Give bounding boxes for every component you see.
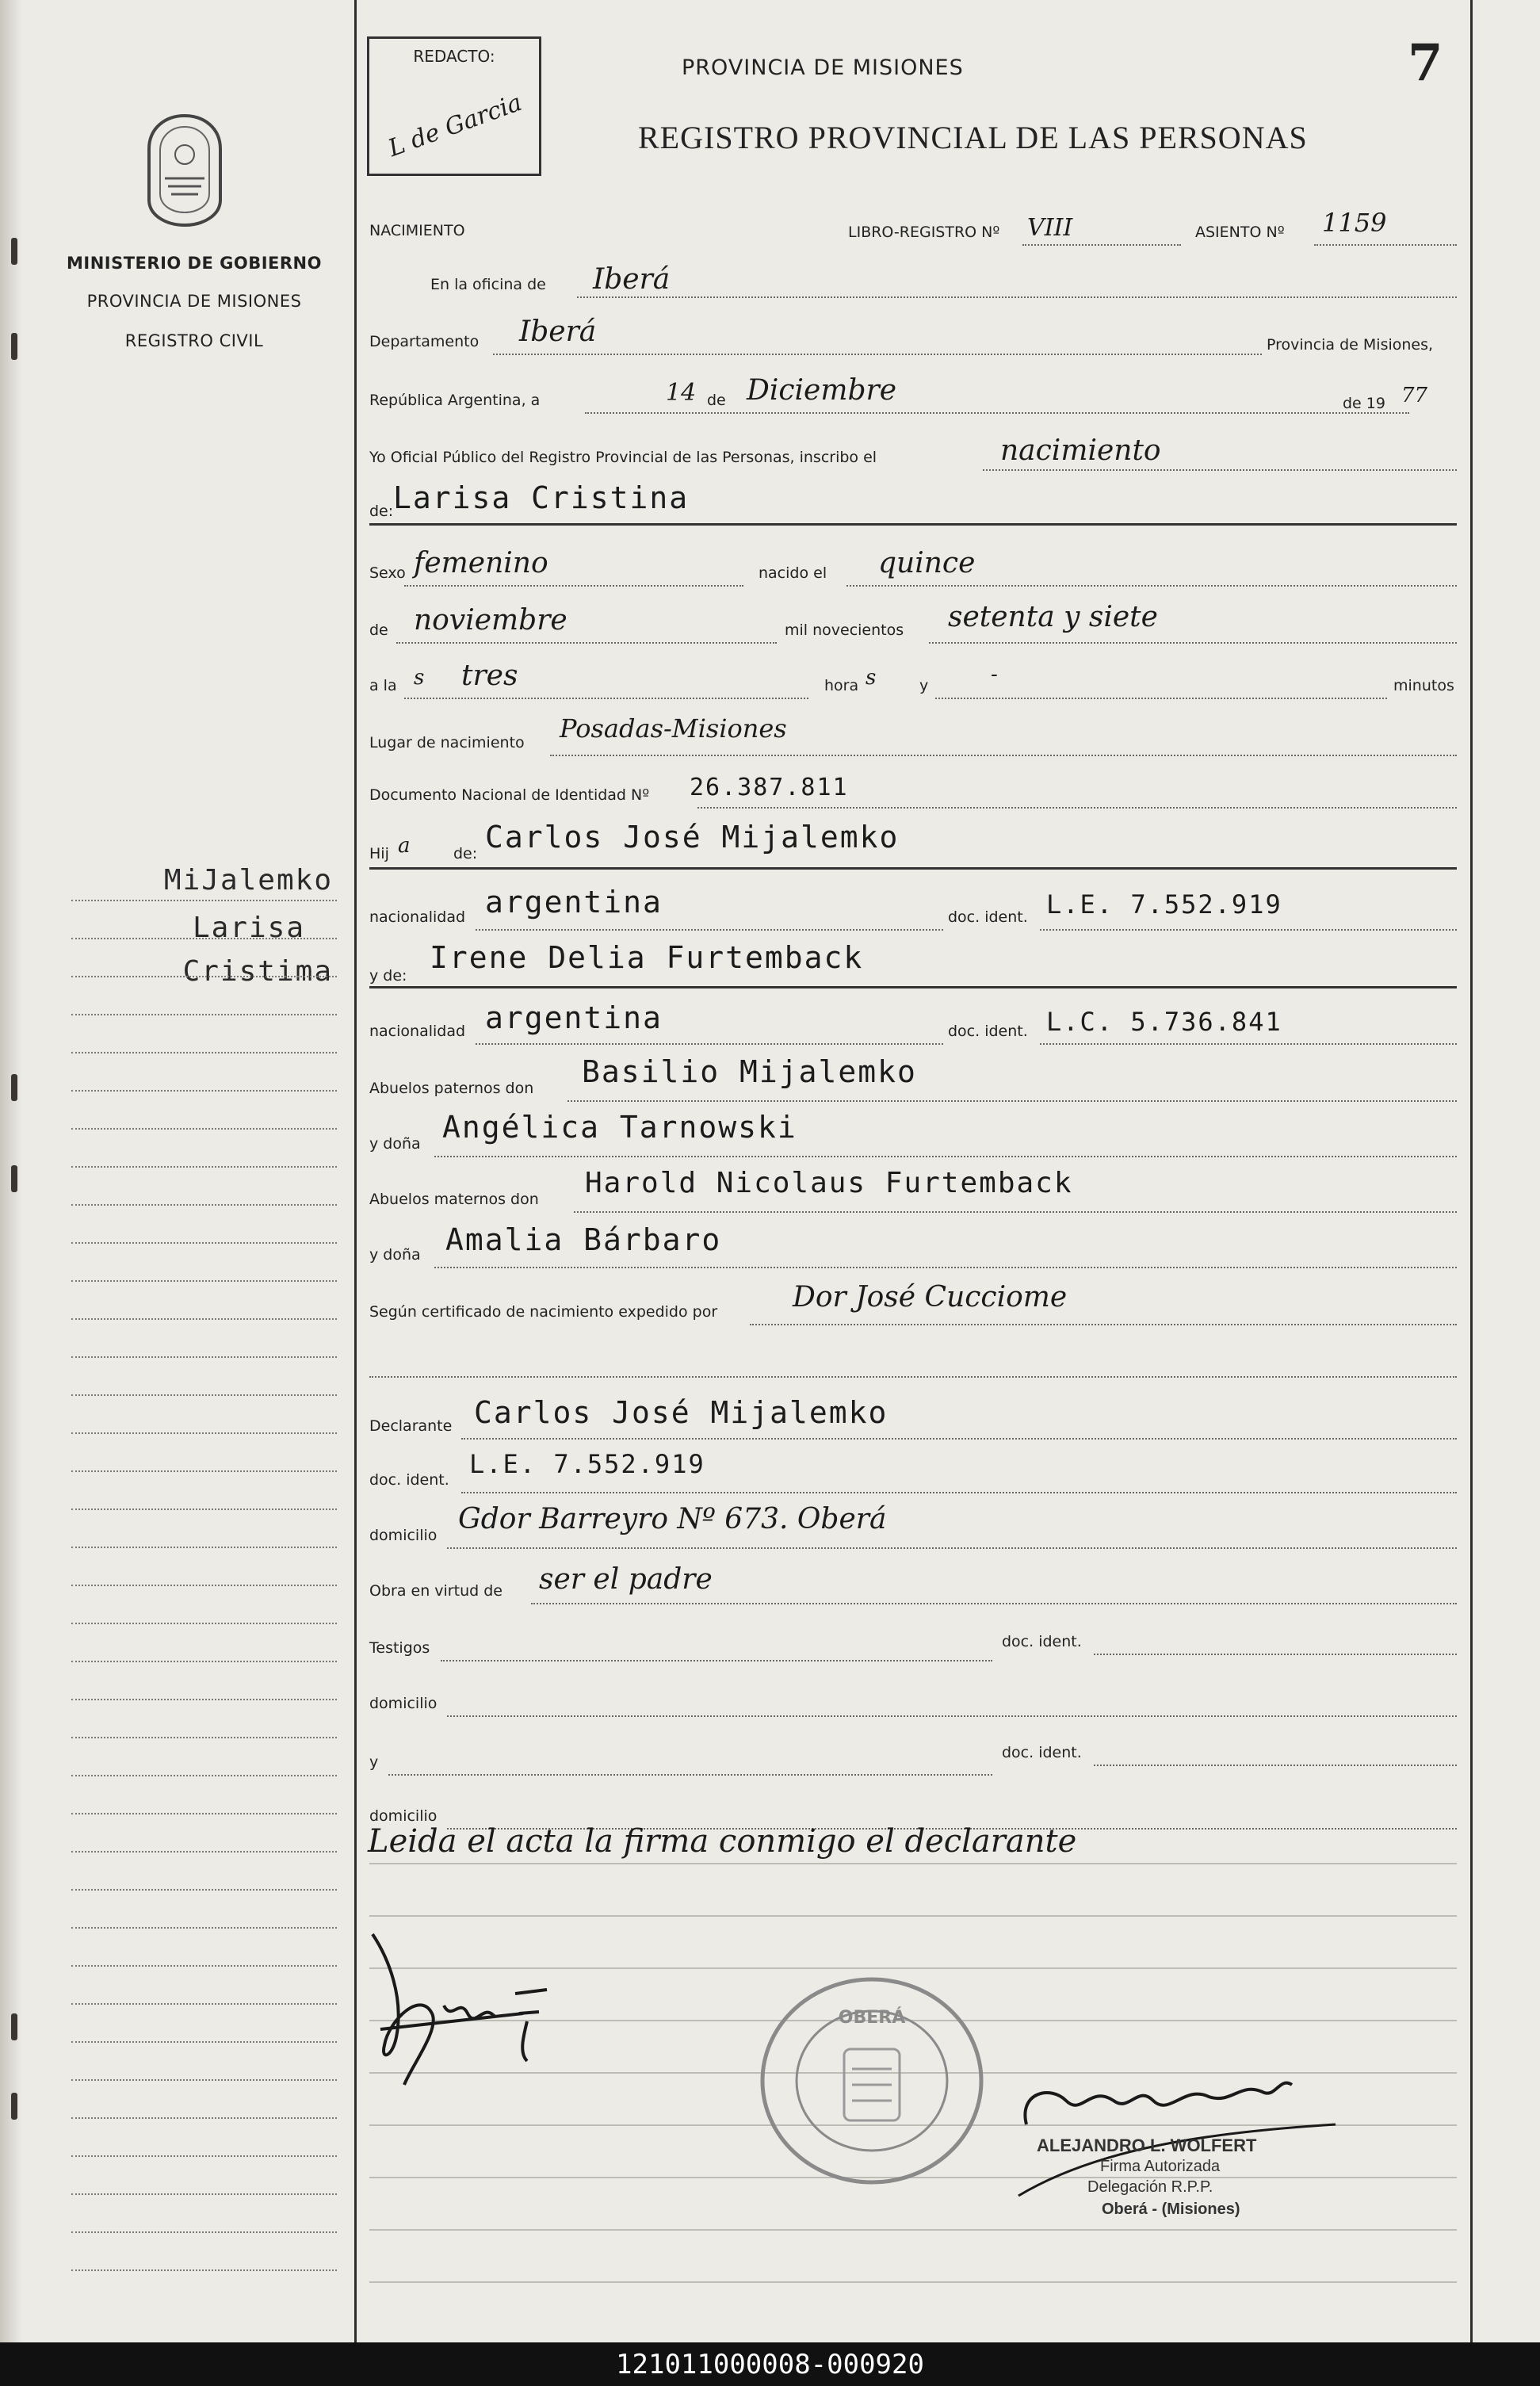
mil-label: mil novecientos <box>785 621 904 639</box>
mes2-value: noviembre <box>414 604 567 637</box>
abuelos-paternos-label: Abuelos paternos don <box>369 1080 534 1097</box>
abuelos-maternos-label: Abuelos maternos don <box>369 1191 539 1208</box>
certificado-value: Dor José Cucciome <box>793 1281 1068 1313</box>
margin-rule-line <box>71 938 337 939</box>
staple-mark <box>11 2093 17 2120</box>
dotted-line <box>1022 244 1181 246</box>
margin-rule-line <box>71 1204 337 1206</box>
anio-label: de 19 <box>1343 395 1385 412</box>
republica-label: República Argentina, a <box>369 392 541 409</box>
margin-rule-line <box>71 2155 337 2157</box>
margin-rule-line <box>71 976 337 977</box>
staple-mark <box>11 2013 17 2040</box>
libro-label: LIBRO-REGISTRO Nº <box>848 224 1000 241</box>
ministry-title: MINISTERIO DE GOBIERNO <box>67 254 322 273</box>
margin-rule-line <box>71 1356 337 1358</box>
lugar-label: Lugar de nacimiento <box>369 734 525 751</box>
horas-s: s <box>866 666 877 690</box>
obra-value: ser el padre <box>539 1563 713 1596</box>
margin-rule-line <box>71 1661 337 1662</box>
margin-rule-line <box>71 1851 337 1853</box>
y-label: y <box>919 677 929 694</box>
departamento-label: Departamento <box>369 333 480 350</box>
dotted-line <box>476 1043 943 1045</box>
margin-note-surname: MiJalemko <box>163 864 333 897</box>
redacto-box <box>367 36 541 176</box>
nacionalidad1-label: nacionalidad <box>369 908 466 926</box>
margin-rule-line <box>71 1394 337 1396</box>
official-stamp-icon <box>757 1974 987 2188</box>
dni-value: 26.387.811 <box>690 774 849 801</box>
dotted-line <box>396 642 777 644</box>
official-location: Oberá - (Misiones) <box>1102 2201 1240 2218</box>
official-delegation: Delegación R.P.P. <box>1087 2178 1213 2196</box>
footer-id-bar <box>0 2342 1540 2386</box>
horas-label: hora <box>824 677 859 694</box>
nombre-value: Larisa Cristina <box>393 480 690 515</box>
dotted-line <box>750 1324 1457 1325</box>
dotted-line <box>1094 1654 1457 1655</box>
staple-mark <box>11 333 17 360</box>
doc-testigo2-label: doc. ident. <box>1002 1744 1082 1761</box>
doc1-label: doc. ident. <box>948 908 1028 926</box>
minutos-label: minutos <box>1393 677 1454 694</box>
dotted-line <box>567 1100 1457 1102</box>
margin-rule-line <box>71 1166 337 1168</box>
body-rule-line <box>369 1863 1457 1864</box>
margin-rule-line <box>71 2269 337 2271</box>
margin-rule-line <box>71 2231 337 2233</box>
certificado-label: Según certificado de nacimiento expedido por <box>369 1303 718 1321</box>
abuelo-materno-value: Harold Nicolaus Furtemback <box>585 1167 1073 1199</box>
de-label: de <box>707 392 726 409</box>
margin-rule-line <box>71 1508 337 1510</box>
provincia-suffix: Provincia de Misiones, <box>1267 336 1434 354</box>
dotted-line <box>404 698 808 699</box>
madre-value: Irene Delia Furtemback <box>430 940 864 975</box>
abuela-paterna-value: Angélica Tarnowski <box>442 1110 797 1145</box>
dotted-line <box>935 698 1387 699</box>
nacionalidad2-label: nacionalidad <box>369 1023 466 1040</box>
leida-text: Leida el acta la firma conmigo el declarante <box>368 1823 1077 1860</box>
margin-rule-line <box>71 1585 337 1586</box>
margin-rule-line <box>71 1318 337 1320</box>
right-border <box>1470 0 1473 2342</box>
margin-note-second-name: Cristima <box>182 955 333 988</box>
solid-line <box>369 523 1457 526</box>
sexo-value: femenino <box>414 547 548 579</box>
de-nombre-label: de: <box>369 503 394 520</box>
doc2-label: doc. ident. <box>948 1023 1028 1040</box>
hij-de-label: de: <box>453 845 478 862</box>
redacto-label: REDACTO: <box>413 47 495 66</box>
stamp-top-text: OBERÁ <box>838 2008 906 2028</box>
header-province: PROVINCIA DE MISIONES <box>682 55 964 80</box>
yde-label: y de: <box>369 967 407 985</box>
libro-value: VIII <box>1027 214 1073 242</box>
dotted-line <box>929 642 1457 644</box>
margin-rule-line <box>71 2041 337 2043</box>
margin-rule-line <box>71 2117 337 2119</box>
nacido-value: quince <box>878 547 976 579</box>
lugar-value: Posadas-Misiones <box>560 713 787 744</box>
doc1-value: L.E. 7.552.919 <box>1046 889 1282 920</box>
sexo-label: Sexo <box>369 564 406 582</box>
solid-line <box>369 986 1457 988</box>
dona1-label: y doña <box>369 1135 421 1153</box>
nacido-label: nacido el <box>759 564 827 582</box>
page-number: 7 <box>1408 33 1443 93</box>
declarante-label: Declarante <box>369 1417 453 1435</box>
body-rule-line <box>369 2281 1457 2283</box>
nacionalidad1-value: argentina <box>485 885 663 920</box>
minutos-value: - <box>991 663 998 686</box>
margin-rule-line <box>71 2079 337 2081</box>
dotted-line <box>369 1376 1457 1378</box>
dotted-line <box>1040 1043 1457 1045</box>
hij-label: Hij <box>369 845 389 862</box>
margin-rule-line <box>71 1052 337 1053</box>
domicilio-value: Gdor Barreyro Nº 673. Oberá <box>458 1503 887 1535</box>
header-registry: REGISTRO PROVINCIAL DE LAS PERSONAS <box>638 120 1308 155</box>
dotted-line <box>697 807 1457 809</box>
abuela-materna-value: Amalia Bárbaro <box>445 1222 722 1257</box>
margin-rule-line <box>71 2003 337 2005</box>
dotted-line <box>441 1660 992 1661</box>
dotted-line <box>476 929 943 931</box>
anio-value: 77 <box>1401 384 1428 407</box>
de2-label: de <box>369 621 388 639</box>
nacimiento-label: NACIMIENTO <box>369 222 465 239</box>
dotted-line <box>434 1267 1457 1268</box>
mil-value: setenta y siete <box>948 601 1158 633</box>
dotted-line <box>983 469 1457 471</box>
margin-rule-line <box>71 1737 337 1738</box>
body-rule-line <box>369 1915 1457 1917</box>
oficial-label: Yo Oficial Público del Registro Provincial de las Personas, inscribo el <box>369 449 877 466</box>
dotted-line <box>846 585 1457 587</box>
dotted-line <box>447 1715 1457 1717</box>
dona2-label: y doña <box>369 1246 421 1264</box>
dotted-line <box>1040 929 1457 931</box>
margin-rule-line <box>71 1470 337 1472</box>
dotted-line <box>1094 1765 1457 1766</box>
doc-testigo-label: doc. ident. <box>1002 1633 1082 1650</box>
margin-rule-line <box>71 1623 337 1624</box>
doc-declarante-label: doc. ident. <box>369 1471 449 1489</box>
y2-label: y <box>369 1753 379 1771</box>
dotted-line <box>434 1156 1457 1157</box>
redacto-signature: L de Garcia <box>384 88 526 163</box>
dotted-line <box>585 412 1409 414</box>
declarante-signature-icon <box>357 1926 650 2109</box>
oficial-value: nacimiento <box>1000 434 1161 467</box>
oficina-label: En la oficina de <box>430 276 546 293</box>
margin-rule-line <box>71 1813 337 1814</box>
abuelo-paterno-value: Basilio Mijalemko <box>582 1054 917 1089</box>
asiento-value: 1159 <box>1322 208 1387 238</box>
obra-label: Obra en virtud de <box>369 1582 503 1600</box>
hora-value: tres <box>461 660 518 692</box>
dia-value: 14 <box>666 379 697 407</box>
dotted-line <box>550 755 1457 756</box>
hij-suffix: a <box>398 834 411 858</box>
dotted-line <box>447 1547 1457 1549</box>
official-title: Firma Autorizada <box>1100 2158 1221 2175</box>
margin-rule-line <box>71 1014 337 1015</box>
dotted-line <box>461 1492 1457 1493</box>
ala-label: a la <box>369 677 397 694</box>
dotted-line <box>461 1438 1457 1440</box>
domicilio-label: domicilio <box>369 1527 438 1544</box>
dotted-line <box>531 1603 1457 1604</box>
doc-declarante-value: L.E. 7.552.919 <box>469 1449 705 1479</box>
margin-rule-line <box>71 1090 337 1092</box>
province-title: PROVINCIA DE MISIONES <box>86 292 302 311</box>
solid-line <box>369 867 1457 870</box>
coat-of-arms-icon <box>141 111 228 230</box>
staple-mark <box>11 238 17 265</box>
margin-rule-line <box>71 1280 337 1282</box>
mes-value: Diciembre <box>747 374 897 407</box>
declarante-value: Carlos José Mijalemko <box>474 1395 888 1430</box>
margin-rule-line <box>71 2193 337 2195</box>
dotted-line <box>404 585 743 587</box>
dotted-line <box>1314 244 1457 246</box>
margin-rule-line <box>71 1889 337 1891</box>
testigos-label: Testigos <box>369 1639 430 1657</box>
margin-rule-line <box>71 1547 337 1548</box>
dotted-line <box>493 354 1262 355</box>
footer-id: 121011000008-000920 <box>616 2348 924 2380</box>
official-name: ALEJANDRO L. WOLFERT <box>1037 2136 1257 2155</box>
nacionalidad2-value: argentina <box>485 1000 663 1035</box>
dotted-line <box>388 1774 992 1776</box>
doc2-value: L.C. 5.736.841 <box>1046 1007 1282 1037</box>
departamento-value: Iberá <box>519 315 597 348</box>
margin-rule-line <box>71 1699 337 1700</box>
dotted-line <box>577 296 1457 298</box>
margin-rule-line <box>71 900 337 901</box>
domicilio3-label: domicilio <box>369 1807 438 1825</box>
margin-rule-line <box>71 1965 337 1967</box>
oficina-value: Iberá <box>593 263 671 296</box>
registry-title: REGISTRO CIVIL <box>124 331 264 350</box>
asiento-label: ASIENTO Nº <box>1195 224 1285 241</box>
padre-value: Carlos José Mijalemko <box>485 820 900 855</box>
domicilio2-label: domicilio <box>369 1695 438 1712</box>
dni-label: Documento Nacional de Identidad Nº <box>369 786 650 804</box>
ala-s: s <box>414 666 425 690</box>
margin-rule-line <box>71 1775 337 1776</box>
staple-mark <box>11 1074 17 1101</box>
margin-rule-line <box>71 1242 337 1244</box>
margin-rule-line <box>71 1927 337 1929</box>
dotted-line <box>574 1211 1457 1213</box>
margin-rule-line <box>71 1128 337 1130</box>
margin-note-first-name: Larisa <box>192 912 305 944</box>
staple-mark <box>11 1165 17 1192</box>
margin-rule-line <box>71 1432 337 1434</box>
